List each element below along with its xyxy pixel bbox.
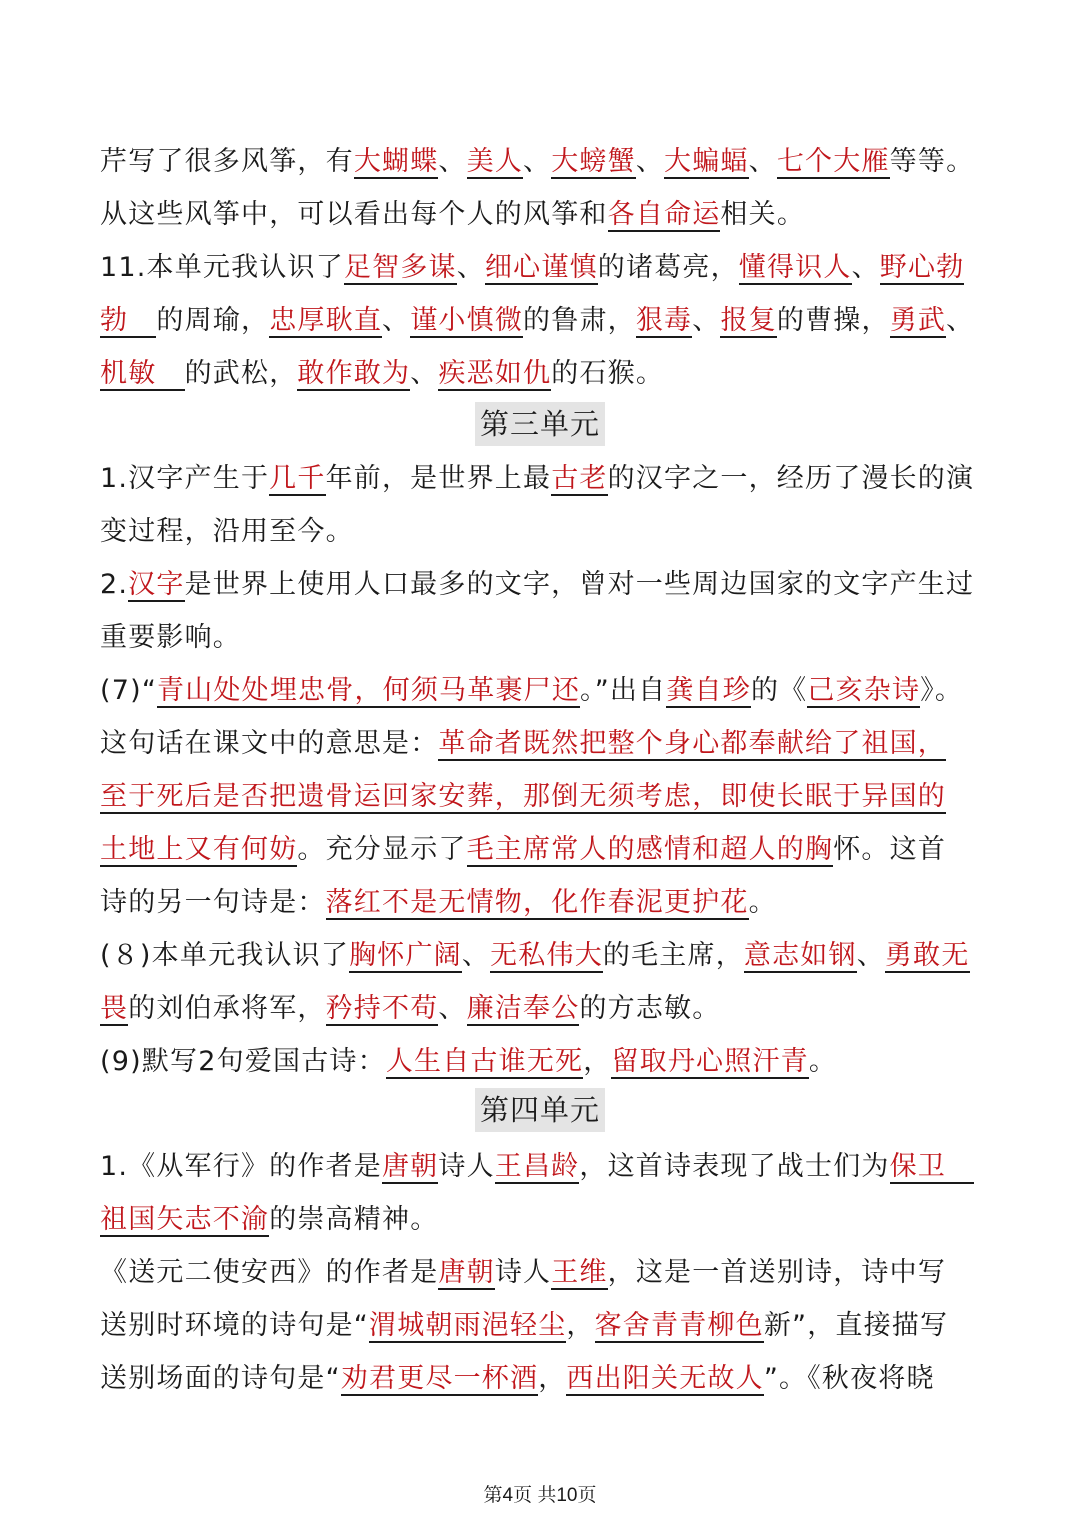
- filled-blank: 谨小慎微: [410, 305, 524, 336]
- filled-blank: 唐朝: [438, 1257, 495, 1288]
- text-line: [100, 1309, 984, 1343]
- text-segment: 的石猴。: [551, 358, 665, 389]
- text-segment: (9)默写2句爱国古诗：: [100, 1046, 386, 1077]
- text-line: [100, 357, 984, 391]
- text-segment: 、: [523, 146, 552, 177]
- text-segment: 、: [851, 252, 880, 283]
- filled-blank: 七个大雁: [776, 146, 890, 177]
- text-line: [100, 1045, 984, 1079]
- text-line: [100, 939, 984, 973]
- text-segment: 、: [438, 993, 467, 1024]
- text-line: [100, 251, 984, 285]
- text-line: [100, 304, 984, 338]
- filled-blank: 西出阳关无故人: [566, 1363, 764, 1394]
- filled-blank: 土地上又有何妨: [100, 834, 298, 865]
- filled-blank: 机敏: [100, 358, 185, 389]
- text-segment: 的汉字之一，经历了漫长的演: [607, 463, 975, 494]
- text-line: [100, 515, 984, 549]
- filled-blank: 大蝙蝠: [664, 146, 749, 177]
- text-line: [100, 568, 984, 602]
- text-segment: 怀。这首: [833, 834, 947, 865]
- text-segment: 》。: [920, 675, 964, 706]
- text-segment: (８)本单元我认识了: [100, 940, 350, 971]
- text-segment: 这句话在课文中的意思是：: [100, 728, 439, 759]
- text-segment: 、: [410, 358, 439, 389]
- filled-blank: 王昌龄: [494, 1151, 580, 1182]
- filled-blank: 忠厚耿直: [269, 305, 383, 336]
- text-segment: 、: [748, 146, 777, 177]
- text-segment: 诗人: [438, 1151, 495, 1182]
- text-segment: 、: [635, 146, 665, 177]
- text-segment: 、: [382, 305, 411, 336]
- filled-blank: 几千: [269, 463, 326, 494]
- filled-blank: 疾恶如仇: [438, 358, 552, 389]
- text-line: [100, 1203, 984, 1237]
- text-line: [100, 1150, 984, 1184]
- text-segment: 年前，是世界上最: [325, 463, 552, 494]
- text-line: [100, 992, 984, 1026]
- text-line: [100, 1256, 984, 1290]
- filled-blank: 勇武: [889, 305, 947, 336]
- filled-blank: 己亥杂诗: [807, 675, 921, 706]
- filled-blank: 畏: [100, 993, 129, 1024]
- filled-blank: 狠毒: [635, 305, 693, 336]
- filled-blank: 美人: [466, 146, 524, 177]
- filled-blank: 保卫: [889, 1151, 975, 1182]
- text-segment: 诗的另一句诗是：: [100, 887, 326, 918]
- text-segment: 、: [856, 940, 885, 971]
- text-segment: 、: [456, 252, 485, 283]
- text-segment: 的毛主席，: [602, 940, 744, 971]
- filled-blank: 落红不是无情物，化作春泥更护花: [325, 887, 749, 918]
- text-segment: ，: [566, 1310, 595, 1341]
- text-segment: 是世界上使用人口最多的文字，曾对一些周边国家的文字产生过: [184, 569, 975, 600]
- text-line: [100, 674, 984, 708]
- text-segment: ，: [583, 1046, 612, 1077]
- text-segment: 送别场面的诗句是“: [100, 1363, 341, 1394]
- text-segment: 《送元二使安西》的作者是: [100, 1257, 439, 1288]
- text-segment: 变过程，沿用至今。: [100, 516, 354, 547]
- text-line: [100, 462, 984, 496]
- filled-blank: 人生自古谁无死: [385, 1046, 584, 1077]
- text-segment: 的刘伯承将军，: [128, 993, 326, 1024]
- text-line: [100, 780, 984, 814]
- filled-blank: 唐朝: [381, 1151, 439, 1182]
- text-segment: 重要影响。: [100, 622, 241, 653]
- text-segment: 等等。: [889, 146, 975, 177]
- text-segment: 、: [461, 940, 491, 971]
- filled-blank: 细心谨慎: [484, 252, 598, 283]
- filled-blank: 大蝴蝶: [353, 146, 439, 177]
- filled-blank: 胸怀广阔: [349, 940, 462, 971]
- filled-blank: 至于死后是否把遗骨运回家安葬，那倒无须考虑，即使长眠于异国的: [100, 781, 946, 812]
- filled-blank: 青山处处埋忠骨，何须马革裹尸还: [157, 675, 581, 706]
- filled-blank: 各自命运: [607, 199, 721, 230]
- text-line: [100, 145, 984, 179]
- unit-3-heading: 第三单元: [475, 402, 605, 446]
- text-segment: (7)“: [100, 675, 158, 706]
- filled-blank: 客舍青青柳色: [594, 1310, 764, 1341]
- text-segment: 芹写了很多风筝，有: [100, 146, 354, 177]
- filled-blank: 龚自珍: [666, 675, 751, 706]
- text-line: [100, 198, 984, 232]
- text-segment: 11.本单元我认识了: [100, 252, 344, 283]
- filled-blank: 留取丹心照汗青: [611, 1046, 809, 1077]
- text-segment: ，这是一首送别诗，诗中写: [607, 1257, 947, 1288]
- filled-blank: 大螃蟹: [551, 146, 636, 177]
- page-footer: 第4页 共10页: [483, 1485, 597, 1506]
- text-segment: 。充分显示了: [297, 834, 467, 865]
- text-segment: 的崇高精神。: [269, 1204, 439, 1235]
- filled-blank: 革命者既然把整个身心都奉献给了祖国，: [438, 728, 947, 759]
- filled-blank: 勇敢无: [884, 940, 970, 971]
- filled-blank: 野心勃: [879, 252, 965, 283]
- text-segment: 、: [946, 305, 975, 336]
- text-segment: 。: [748, 887, 777, 918]
- text-segment: 的曹操，: [776, 305, 890, 336]
- text-segment: ，: [538, 1363, 567, 1394]
- text-segment: ”。《秋夜将晓: [763, 1363, 935, 1394]
- filled-blank: 懂得识人: [738, 252, 852, 283]
- text-segment: ，这首诗表现了战士们为: [579, 1151, 890, 1182]
- filled-blank: 矜持不苟: [325, 993, 439, 1024]
- filled-blank: 渭城朝雨浥轻尘: [369, 1310, 567, 1341]
- filled-blank: 劝君更尽一杯酒: [340, 1363, 539, 1394]
- text-segment: 的方志敏。: [579, 993, 721, 1024]
- text-line: [100, 833, 984, 867]
- text-segment: 相关。: [720, 199, 806, 230]
- filled-blank: 敢作敢为: [297, 358, 411, 389]
- filled-blank: 祖国矢志不渝: [100, 1204, 270, 1235]
- unit-4-heading: 第四单元: [475, 1088, 605, 1132]
- filled-blank: 古老: [551, 463, 608, 494]
- text-segment: 的周瑜，: [156, 305, 270, 336]
- text-segment: 诗人: [494, 1257, 552, 1288]
- text-segment: 1.《从军行》的作者是: [100, 1151, 382, 1182]
- text-line: [100, 886, 984, 920]
- filled-blank: 王维: [551, 1257, 608, 1288]
- filled-blank: 足智多谋: [343, 252, 457, 283]
- text-segment: 的武松，: [184, 358, 298, 389]
- filled-blank: 廉洁奉公: [466, 993, 580, 1024]
- text-segment: 、: [438, 146, 467, 177]
- text-segment: 。: [808, 1046, 838, 1077]
- text-segment: 送别时环境的诗句是“: [100, 1310, 369, 1341]
- filled-blank: 报复: [720, 305, 777, 336]
- filled-blank: 无私伟大: [490, 940, 603, 971]
- text-segment: 的鲁肃，: [523, 305, 636, 336]
- text-segment: 的《: [750, 675, 808, 706]
- text-segment: 2.: [100, 569, 129, 600]
- filled-blank: 毛主席常人的感情和超人的胸: [466, 834, 834, 865]
- filled-blank: 意志如钢: [743, 940, 857, 971]
- text-segment: 新”，直接描写: [763, 1310, 949, 1341]
- text-line: [100, 1362, 984, 1396]
- text-segment: 1.汉字产生于: [100, 463, 270, 494]
- text-line: [100, 727, 984, 761]
- text-segment: 、: [692, 305, 721, 336]
- filled-blank: 汉字: [128, 569, 185, 600]
- text-segment: 。”出自: [580, 675, 667, 706]
- text-segment: 从这些风筝中，可以看出每个人的风筝和: [100, 199, 608, 230]
- filled-blank: 勃: [100, 305, 157, 336]
- text-line: [100, 621, 984, 655]
- text-segment: 的诸葛亮，: [597, 252, 739, 283]
